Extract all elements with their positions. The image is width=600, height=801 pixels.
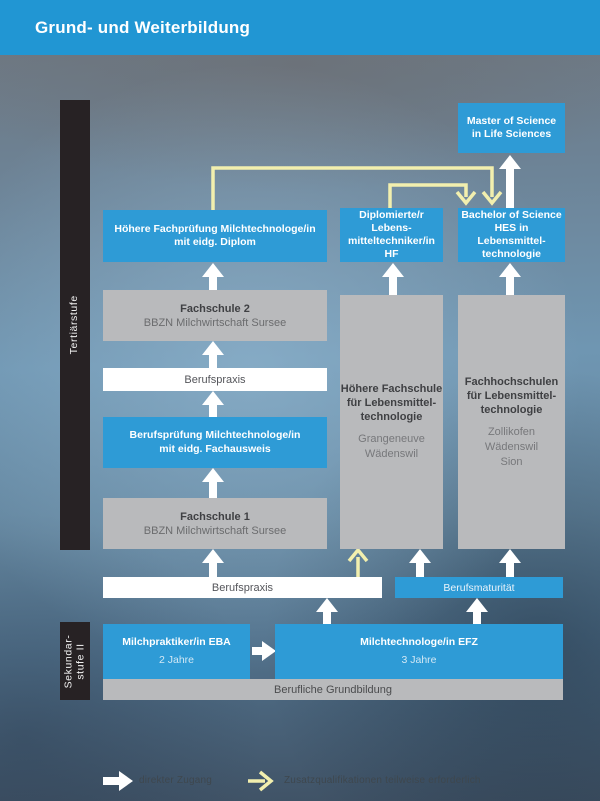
box-berufspraxis-1 <box>103 368 327 391</box>
box-line: Bachelor of Science <box>461 209 562 221</box>
box-location: Sion <box>500 455 523 468</box>
direct-access-arrow-up-icon <box>409 549 431 577</box>
stage-label-secondary-line2: stufe II <box>74 642 87 680</box>
box-line: Master of Science <box>466 114 557 127</box>
box-berufspraxis-2 <box>103 577 382 598</box>
yellow-connector-dipl-to-bachelor <box>390 185 466 210</box>
box-title-line: für Lebensmittel- <box>346 397 437 409</box>
box-line: Höhere Fachprüfung Milchtechnologe/in <box>114 222 316 235</box>
box-line: Berufsprüfung Milchtechnologe/in <box>129 429 301 441</box>
box-berufspruefung <box>103 417 327 468</box>
direct-access-arrow-up-icon <box>316 598 338 624</box>
yellow-connector-hfp-to-bachelor <box>213 168 492 210</box>
direct-access-arrow-right-icon <box>252 641 276 661</box>
box-hoehere-fachschule <box>340 295 443 549</box>
box-title: Milchpraktiker/in EBA <box>122 635 231 648</box>
direct-access-arrow-up-icon <box>202 391 224 417</box>
direct-access-arrow-up-icon <box>202 263 224 290</box>
box-line: mitteltechniker/in <box>348 235 435 247</box>
box-line: in Life Sciences <box>471 128 552 140</box>
box-line: Lebensmittel- <box>477 235 546 247</box>
legend-direct-access-label: direkter Zugang <box>139 775 213 786</box>
legend-additional-qualification-label: Zusatzqualifikationen teilweise erforderlich <box>284 775 481 786</box>
stage-label-secondary <box>64 634 87 688</box>
box-label: Berufliche Grundbildung <box>273 683 393 696</box>
box-line: mit eidg. Diplom <box>174 236 256 248</box>
page-title: Grund- und Weiterbildung <box>35 17 251 37</box>
direct-access-arrow-up-icon <box>499 549 521 577</box>
box-milchpraktiker-eba <box>103 624 250 679</box>
box-subtitle: BBZN Milchwirtschaft Sursee <box>143 316 287 329</box>
box-label: Berufspraxis <box>184 373 246 386</box>
direct-access-arrow-up-icon <box>499 263 521 295</box>
direct-access-arrow-up-icon <box>466 598 488 624</box>
box-line: HES in <box>494 222 529 234</box>
box-line: technologie <box>482 248 541 260</box>
box-title-line: für Lebensmittel- <box>466 389 557 402</box>
box-fachschule-2 <box>103 290 327 341</box>
box-label: Berufspraxis <box>211 581 274 594</box>
box-hoehere-fachpruefung <box>103 210 327 262</box>
box-bachelor-of-science <box>458 208 565 262</box>
box-label: Berufsmaturität <box>443 581 515 594</box>
box-location: Wädenswil <box>484 440 539 453</box>
box-title: Fachschule 2 <box>180 302 250 315</box>
direct-access-arrow-up-icon <box>499 155 521 209</box>
box-title-line: Fachhochschulen <box>464 375 559 388</box>
stage-label-secondary-line1: Sekundar- <box>62 634 75 688</box>
direct-access-arrow-up-icon <box>202 468 224 498</box>
box-milchtechnologe-efz <box>275 624 563 679</box>
box-berufliche-grundbildung <box>103 679 563 700</box>
direct-access-arrow-right-icon <box>103 771 133 791</box>
box-line: mit eidg. Fachausweis <box>159 442 271 455</box>
box-title-line: technologie <box>360 411 423 423</box>
box-berufsmaturitaet <box>395 577 563 598</box>
page-header <box>0 0 600 55</box>
box-fachhochschulen <box>458 295 565 549</box>
box-subtitle: 2 Jahre <box>158 654 195 667</box>
box-master-of-science <box>458 103 565 153</box>
box-location: Grangeneuve <box>358 433 425 445</box>
direct-access-arrow-up-icon <box>202 549 224 577</box>
box-title: Milchtechnologe/in EFZ <box>360 635 478 648</box>
stage-bar-secondary <box>60 622 90 700</box>
stage-label-tertiary: Tertiärstufe <box>68 295 81 355</box>
box-locations <box>485 425 538 470</box>
box-location: Wädenswil <box>364 448 419 460</box>
box-subtitle: BBZN Milchwirtschaft Sursee <box>143 524 287 537</box>
box-line: HF <box>384 248 399 260</box>
box-line: Lebens- <box>371 222 412 234</box>
box-location: Zollikofen <box>487 425 536 438</box>
box-locations <box>358 432 425 462</box>
direct-access-arrow-up-icon <box>202 341 224 368</box>
stage-bar-tertiary <box>60 100 90 550</box>
box-subtitle: 3 Jahre <box>401 654 437 667</box>
box-diplomierte-hf <box>340 208 443 262</box>
box-fachschule-1 <box>103 498 327 549</box>
direct-access-arrow-up-icon <box>382 263 404 295</box>
box-line: Diplomierte/r <box>359 209 424 221</box>
box-title-line: technologie <box>480 403 543 416</box>
box-title: Fachschule 1 <box>180 510 250 523</box>
box-title-line: Höhere Fachschule <box>340 383 443 395</box>
